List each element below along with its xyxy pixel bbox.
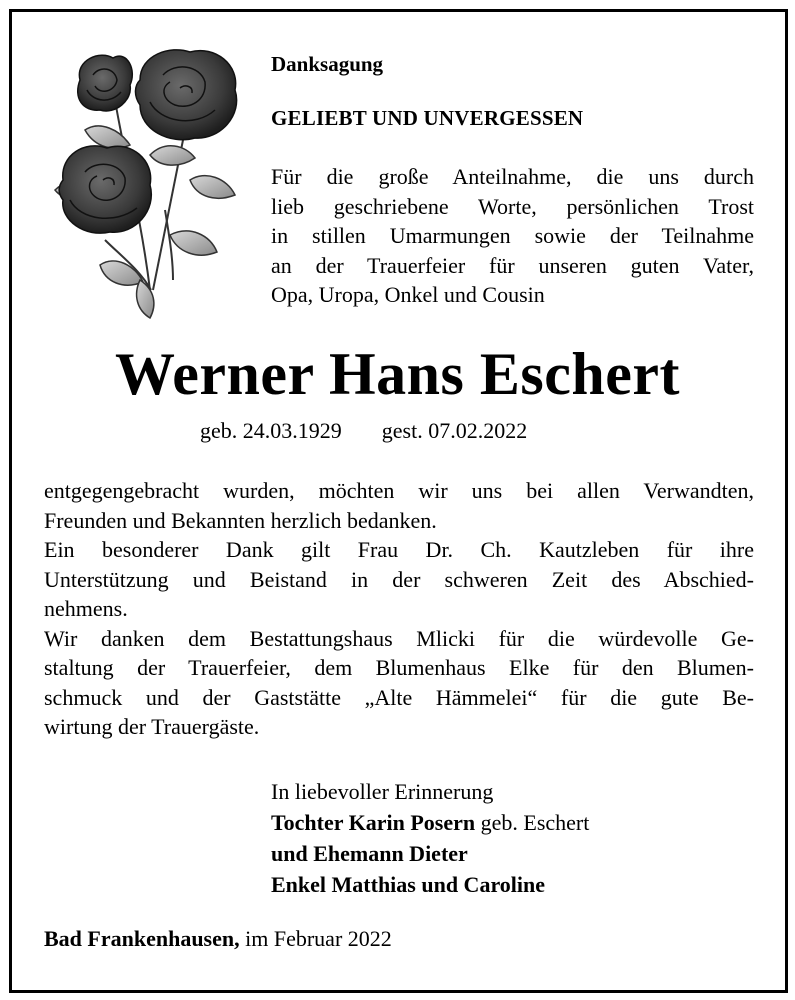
body-line: wirtung der Trauergäste. [44, 714, 260, 739]
death-date: gest. 07.02.2022 [381, 418, 528, 443]
place-name: Bad Frankenhausen, [44, 926, 240, 951]
body-line: Freunden und Bekannten herzlich bedanken. [44, 507, 437, 533]
body-line: entgegengebracht wurden, möchten wir uns bei allen Verwandten, [44, 478, 754, 503]
body-line: Wir danken dem Bestattungshaus Mlicki für die würdevolle Ge- [44, 625, 754, 651]
signature-block [271, 776, 589, 900]
husband-line: und Ehemann Dieter [271, 841, 468, 866]
body-line: Unterstützung und Beistand in der schweren Zeit des Abschied- [44, 566, 754, 592]
place-date [44, 926, 392, 952]
daughter-name: Tochter Karin Posern [271, 810, 476, 835]
daughter-line [271, 807, 589, 838]
intro-line: an der Trauerfeier für unseren guten Vater, [271, 252, 754, 278]
memory-line: In liebevoller Erinnerung [271, 779, 494, 804]
body-line: nehmens. [44, 596, 128, 621]
daughter-maiden: geb. Eschert [475, 810, 590, 835]
roses-icon [45, 40, 250, 320]
body-line: staltung der Trauerfeier, dem Blumenhaus Elke für den Blumen- [44, 655, 754, 680]
intro-line: lieb geschriebene Worte, persönlichen Trost [271, 193, 754, 219]
grandchildren-line: Enkel Matthias und Caroline [271, 872, 546, 897]
deceased-name: Werner Hans Eschert [115, 341, 680, 407]
intro-line: Für die große Anteilnahme, die uns durch [271, 164, 754, 189]
month-year: im Februar 2022 [239, 926, 392, 951]
body-line: schmuck und der Gaststätte „Alte Hämmelei“ für die gute Be- [44, 684, 754, 710]
intro-line: Opa, Uropa, Onkel und Cousin [271, 282, 545, 307]
body-line: Ein besonderer Dank gilt Frau Dr. Ch. Kautzleben für ihre [44, 537, 754, 562]
intro-line: in stillen Umarmungen sowie der Teilnahme [271, 223, 754, 248]
life-dates [200, 418, 527, 444]
motto: GELIEBT UND UNVERGESSEN [271, 106, 584, 130]
body-paragraph [44, 476, 754, 742]
heading: Danksagung [271, 52, 384, 76]
birth-date: geb. 24.03.1929 [200, 418, 342, 443]
intro-paragraph [271, 162, 754, 310]
